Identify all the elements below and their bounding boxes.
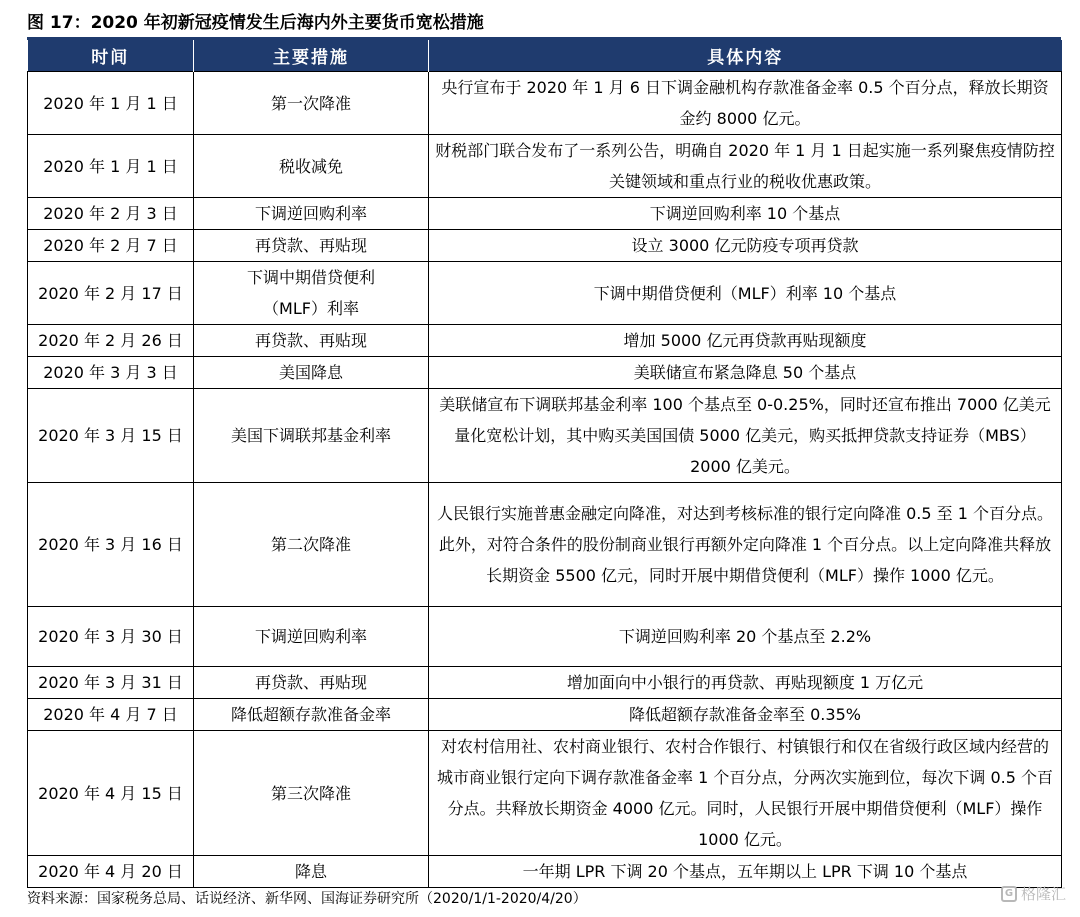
table-row — [28, 389, 1062, 483]
cell-measure: 下调逆回购利率 — [194, 607, 429, 667]
cell-date: 2020 年 1 月 1 日 — [28, 135, 194, 198]
cell-measure: 降息 — [194, 856, 429, 888]
cell-date: 2020 年 2 月 17 日 — [28, 262, 194, 325]
table-row — [28, 856, 1062, 888]
source-note: 资料来源：国家税务总局、话说经济、新华网、国海证券研究所（2020/1/1-2020/4/20） — [27, 891, 587, 907]
cell-content: 一年期 LPR 下调 20 个基点，五年期以上 LPR 下调 10 个基点 — [429, 856, 1062, 888]
cell-date: 2020 年 3 月 3 日 — [28, 357, 194, 389]
table-row — [28, 731, 1062, 856]
cell-measure: 税收减免 — [194, 135, 429, 198]
cell-date: 2020 年 4 月 15 日 — [28, 731, 194, 856]
cell-measure: 再贷款、再贴现 — [194, 667, 429, 699]
table-row — [28, 262, 1062, 325]
header-measure: 主要措施 — [194, 40, 429, 72]
cell-measure: 第三次降准 — [194, 731, 429, 856]
cell-date: 2020 年 2 月 3 日 — [28, 198, 194, 230]
table-row — [28, 198, 1062, 230]
cell-content: 财税部门联合发布了一系列公告，明确自 2020 年 1 月 1 日起实施一系列聚焦疫情防控关键领域和重点行业的税收优惠政策。 — [429, 135, 1062, 198]
cell-content: 央行宣布于 2020 年 1 月 6 日下调金融机构存款准备金率 0.5 个百分点，释放长期资金约 8000 亿元。 — [429, 72, 1062, 135]
header-content: 具体内容 — [429, 40, 1062, 72]
cell-content: 降低超额存款准备金率至 0.35% — [429, 699, 1062, 731]
table-row — [28, 357, 1062, 389]
table-row — [28, 483, 1062, 607]
cell-content: 下调中期借贷便利（MLF）利率 10 个基点 — [429, 262, 1062, 325]
watermark-logo-icon: G — [1001, 886, 1017, 902]
cell-content: 美联储宣布紧急降息 50 个基点 — [429, 357, 1062, 389]
cell-content: 人民银行实施普惠金融定向降准，对达到考核标准的银行定向降准 0.5 至 1 个百分点。此外，对符合条件的股份制商业银行再额外定向降准 1 个百分点。以上定向降准共释放长期资金 5500 亿元，同时开展中期借贷便利（MLF）操作 1000 亿元。 — [429, 483, 1062, 607]
measures-table — [27, 40, 1062, 888]
table-row — [28, 72, 1062, 135]
watermark — [1001, 883, 1066, 904]
cell-measure: 下调中期借贷便利（MLF）利率 — [194, 262, 429, 325]
watermark-text: 格隆汇 — [1020, 885, 1066, 903]
figure-title: 图 17：2020 年初新冠疫情发生后海内外主要货币宽松措施 — [27, 13, 484, 33]
cell-date: 2020 年 3 月 15 日 — [28, 389, 194, 483]
table-header-row — [28, 40, 1062, 72]
cell-date: 2020 年 3 月 30 日 — [28, 607, 194, 667]
cell-date: 2020 年 2 月 26 日 — [28, 325, 194, 357]
cell-content: 下调逆回购利率 20 个基点至 2.2% — [429, 607, 1062, 667]
cell-content: 增加 5000 亿元再贷款再贴现额度 — [429, 325, 1062, 357]
cell-date: 2020 年 4 月 7 日 — [28, 699, 194, 731]
cell-date: 2020 年 3 月 16 日 — [28, 483, 194, 607]
cell-content: 增加面向中小银行的再贷款、再贴现额度 1 万亿元 — [429, 667, 1062, 699]
cell-measure: 降低超额存款准备金率 — [194, 699, 429, 731]
cell-measure: 第二次降准 — [194, 483, 429, 607]
cell-content: 美联储宣布下调联邦基金利率 100 个基点至 0-0.25%，同时还宣布推出 7000 亿美元量化宽松计划，其中购买美国国债 5000 亿美元，购买抵押贷款支持证券（MBS）2000 亿美元。 — [429, 389, 1062, 483]
cell-content: 设立 3000 亿元防疫专项再贷款 — [429, 230, 1062, 262]
cell-date: 2020 年 1 月 1 日 — [28, 72, 194, 135]
cell-measure: 再贷款、再贴现 — [194, 230, 429, 262]
cell-date: 2020 年 3 月 31 日 — [28, 667, 194, 699]
header-time: 时间 — [28, 40, 194, 72]
cell-date: 2020 年 4 月 20 日 — [28, 856, 194, 888]
cell-date: 2020 年 2 月 7 日 — [28, 230, 194, 262]
table-row — [28, 135, 1062, 198]
cell-measure: 再贷款、再贴现 — [194, 325, 429, 357]
cell-content: 下调逆回购利率 10 个基点 — [429, 198, 1062, 230]
cell-measure: 第一次降准 — [194, 72, 429, 135]
cell-measure: 下调逆回购利率 — [194, 198, 429, 230]
table-row — [28, 607, 1062, 667]
cell-measure: 美国下调联邦基金利率 — [194, 389, 429, 483]
table-row — [28, 230, 1062, 262]
cell-content: 对农村信用社、农村商业银行、农村合作银行、村镇银行和仅在省级行政区域内经营的城市商业银行定向下调存款准备金率 1 个百分点，分两次实施到位，每次下调 0.5 个百分点。共释放长期资金 4000 亿元。同时，人民银行开展中期借贷便利（MLF）操作 1000 亿元。 — [429, 731, 1062, 856]
cell-measure: 美国降息 — [194, 357, 429, 389]
table-row — [28, 325, 1062, 357]
table-row — [28, 699, 1062, 731]
table-row — [28, 667, 1062, 699]
